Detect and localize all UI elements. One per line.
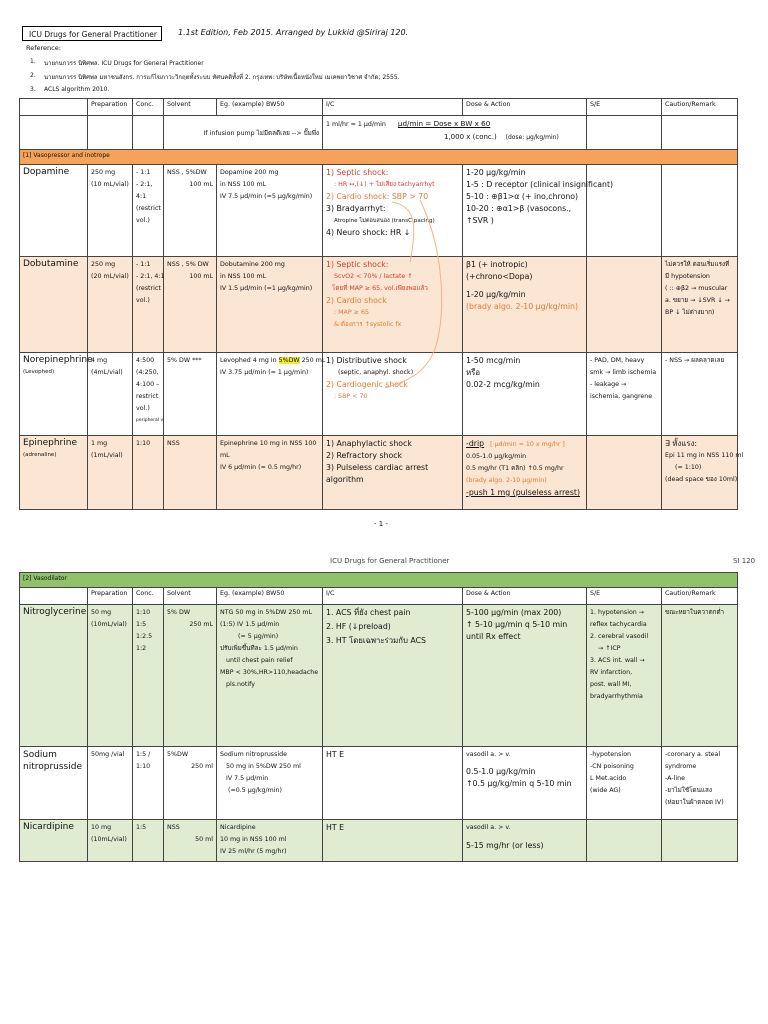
dose-cell: 1-50 mcg/min หรือ 0.02-2 mcg/kg/min	[463, 353, 587, 436]
document-title: ICU Drugs for General Practitioner	[22, 26, 162, 41]
header-cell: Caution/Remark	[662, 588, 738, 605]
prep-cell: 1 mg (1mL/vial)	[88, 436, 133, 510]
drug-row-nicardipine	[20, 820, 738, 862]
conc-cell: - 1:1 - 2:1, 4:1 (restrict vol.)	[133, 257, 164, 353]
header-cell: Preparation	[88, 588, 133, 605]
prep-cell: 250 mg (10 mL/vial)	[88, 165, 133, 257]
caution-cell: ขณะหยาในควาตกต่ำ	[662, 605, 738, 747]
header-cell: Conc.	[133, 99, 164, 116]
example-cell: Epinephrine 10 mg in NSS 100 mL IV 6 µd/min (= 0.5 mg/hr)	[217, 436, 323, 510]
section-label-vasopressor: [1] Vasopressor and inotrope	[20, 150, 738, 165]
drug-name: Norepinephrine	[23, 355, 93, 365]
header-cell: I/C	[323, 99, 463, 116]
drug-name-cell: Epinephrine (adrenaline)	[20, 436, 88, 510]
page2-header: ICU Drugs for General Practitioner	[330, 557, 450, 565]
section-row	[20, 573, 738, 588]
conc-cell: 4:500 (4:250, 4:100 – restrict vol.) peripheral v.	[133, 353, 164, 436]
caution-cell: -coronary a. steal syndrome -A-line -ยาไม่ใช้โดนแสง (ห่อยาในผ้าตลอด IV)	[662, 747, 738, 820]
conc-cell: - 1:1 - 2:1, 4:1 (restrict vol.)	[133, 165, 164, 257]
prep-cell: 10 mg (10mL/vial)	[88, 820, 133, 862]
ic-cell: 1. ACS ที่ยัง chest pain 2. HF (↓preload) 3. HT โดยเฉพาะร่วมกับ ACS	[323, 605, 463, 747]
reference-item: 3. ACLS algorithm 2010.	[30, 86, 110, 93]
solvent-cell: 5%DW 250 ml	[164, 747, 217, 820]
drug-name: Nitroglycerine	[20, 605, 88, 747]
header-cell: Caution/Remark	[662, 99, 738, 116]
dose-cell: vasodil a. > v. 0.5-1.0 µg/kg/min ↑0.5 µg/kg/min q 5-10 min	[463, 747, 587, 820]
header-cell: I/C	[323, 588, 463, 605]
solvent-cell: 5% DW 250 mL	[164, 605, 217, 747]
drug-name-cell: Norepinephrine (Levophed)	[20, 353, 88, 436]
ic-cell: 1) Septic shock: ScvO2 < 70% / lactate ↑ โดยที่ MAP ≥ 65, vol.เพียงพอแล้ว 2) Cardio shock : MAP ≥ 65 & ต้องการ ↑systolic fx	[323, 257, 463, 353]
solvent-cell: NSS , 5%DW 100 mL	[164, 165, 217, 257]
header-cell: S/E	[587, 99, 662, 116]
solvent-cell: NSS 50 ml	[164, 820, 217, 862]
arrow-curve	[392, 202, 414, 262]
drug-name: Dopamine	[20, 165, 88, 257]
caution-cell	[662, 820, 738, 862]
prep-cell: 50mg /vial	[88, 747, 133, 820]
ic-cell: 1) Septic shock: : HR ↔,(↓) + ไม่เสี่ยง tachyarrhyt 2) Cardio shock: SBP > 70 3) Bradyarrhyt: Atropine ไม่ตอบสนอง (transC pacing) 4) Neuro shock: HR ↓	[323, 165, 463, 257]
drug-name: Sodium	[23, 750, 57, 760]
header-cell: Dose & Action	[463, 99, 587, 116]
header-cell: Conc.	[133, 588, 164, 605]
drug-row-nitroglycerine	[20, 605, 738, 747]
arrow-curve	[420, 200, 442, 346]
header-cell: Eg. (example) BW50	[217, 588, 323, 605]
section-label-vasodilator: [2] Vasodilator	[20, 573, 738, 588]
solvent-cell: NSS	[164, 436, 217, 510]
drug-name: Nicardipine	[20, 820, 88, 862]
reference-item: 1. นายกนกวรร นิพิศพล. ICU Drugs for General Practitioner	[30, 58, 204, 67]
conc-cell: 1:10	[133, 436, 164, 510]
solvent-cell: 5% DW ***	[164, 353, 217, 436]
drug-name-cell: Sodium nitroprusside	[20, 747, 88, 820]
conc-cell: 1:5	[133, 820, 164, 862]
header-cell: S/E	[587, 588, 662, 605]
conc-cell: 1:5 / 1:10	[133, 747, 164, 820]
ic-cell: HT E	[323, 820, 463, 862]
caution-cell: ∃ ทั้งแรง: Epi 11 mg in NSS 110 ml (= 1:10) (dead space ของ 10ml)	[662, 436, 738, 510]
header-cell: Dose & Action	[463, 588, 587, 605]
prep-cell: 50 mg (10mL/vial)	[88, 605, 133, 747]
infusion-formula: 1 ml/hr = 1 µd/min µd/min = Dose x BW x 60 1,000 x (conc.) (dose: µg/kg/min)	[323, 116, 587, 150]
example-cell: Dopamine 200 mg in NSS 100 mL IV 7.5 µd/min (=5 µg/kg/min)	[217, 165, 323, 257]
dose-cell: β1 (+ inotropic) (+chrono<Dopa) 1-20 µg/kg/min (brady algo. 2-10 µg/kg/min)	[463, 257, 587, 353]
infusion-note: If infusion pump ไม่มีตลดีเลย --> ปั๊มพึ่ง	[164, 116, 323, 150]
example-cell: Sodium nitroprusside 50 mg in 5%DW 250 ml IV 7.5 µd/min (=0.5 µg/kg/min)	[217, 747, 323, 820]
header-cell: Preparation	[88, 99, 133, 116]
edition-note: 1.1st Edition, Feb 2015. Arranged by Lukkid @Siriraj 120.	[178, 28, 409, 37]
caution-cell: ไม่ควรให้ ตอนเริ่มแรงที่ มี hypotension ( :: ⊕β2 → muscular a. ขยาย → ↓SVR ↓ → BP ↓ ไม่ต่างมาก)	[662, 257, 738, 353]
example-cell: Nicardipine 10 mg in NSS 100 ml IV 25 ml/hr (5 mg/hr)	[217, 820, 323, 862]
prep-cell: 250 mg (20 mL/vial)	[88, 257, 133, 353]
drug-name: Dobutamine	[20, 257, 88, 353]
header-cell: Solvent	[164, 99, 217, 116]
dose-cell: vasodil a. > v. 5-15 mg/hr (or less)	[463, 820, 587, 862]
prep-cell: 4 mg (4mL/vial)	[88, 353, 133, 436]
drug-row-nitroprusside	[20, 747, 738, 820]
se-cell	[587, 820, 662, 862]
example-cell: Dobutamine 200 mg in NSS 100 mL IV 1.5 µd/min (=1 µg/kg/min)	[217, 257, 323, 353]
solvent-cell: NSS , 5% DW 100 mL	[164, 257, 217, 353]
drug-table-2	[19, 572, 738, 862]
table-header-row	[20, 588, 738, 605]
caution-cell: - NSS → ผลคลาดเลย	[662, 353, 738, 436]
page2-header-right: SI 120	[733, 557, 756, 565]
ic-cell: HT E	[323, 747, 463, 820]
dose-cell: 1-20 µg/kg/min 1-5 : D receptor (clinical insignificant) 5-10 : ⊕β1>α (+ ino,chrono) 10-20 : ⊕α1>β (vasocons., ↑SVR )	[463, 165, 587, 257]
ic-cell: 1) Anaphylactic shock 2) Refractory shock 3) Pulseless cardiac arrest algorithm	[323, 436, 463, 510]
ic-cell: 1) Distributive shock (septic, anaphyl. shock) 2) Cardiogenic shock : SBP < 70	[323, 353, 463, 436]
se-cell: -hypotension -CN poisoning L Met.acido (wide AG)	[587, 747, 662, 820]
reference-item: 2. นายกนกวรร นิพิศพล มหาชนสังกร. การแก้ไขภาวะวิกฤตทั้งระบบ ทัศนคติทั้งที่ 2. กรุงเทพ: บริษัทเนื้อหนังใหม่ เมเคพยาวิชาศ จำกัด; 2555.	[30, 72, 400, 81]
header-cell: Eg. (example) BW50	[217, 99, 323, 116]
drug-name: Epinephrine	[23, 438, 77, 448]
arrow-curve	[385, 346, 436, 388]
page-number: - 1 -	[374, 520, 388, 528]
dose-cell: -drip [ µd/min = 10 x mg/hr ] 0.05-1.0 µg/kg/min 0.5 mg/hr (T1 คลิก) ↑0.5 mg/hr (brady algo. 2-10 µg/min) -push 1 mg (pulseless arrest)	[463, 436, 587, 510]
dose-cell: 5-100 µg/min (max 200) ↑ 5-10 µg/min q 5-10 min until Rx effect	[463, 605, 587, 747]
header-cell: Solvent	[164, 588, 217, 605]
se-cell: 1. hypotension → reflex tachycardia 2. cerebral vasodil → ↑ICP 3. ACS int. wall → RV infarction, post. wall MI, bradyarrhythmia	[587, 605, 662, 747]
example-cell: NTG 50 mg in 5%DW 250 mL (1:5) IV 1.5 µd/min (= 5 µg/min) ปรับเพิ่มขึ้นทีละ 1.5 µd/min until chest pain relief MBP < 30%,HR>110,headache pls.notify	[217, 605, 323, 747]
se-cell: - PAD, DM, heavy smk → limb ischemia - leakage → ischemia, gangrene	[587, 353, 662, 436]
conc-cell: 1:10 1:5 1:2.5 1:2	[133, 605, 164, 747]
reference-label: Reference:	[26, 44, 61, 52]
example-cell: Levophed 4 mg in 5%DW 250 mL IV 3.75 µd/min (= 1 µg/min)	[217, 353, 323, 436]
